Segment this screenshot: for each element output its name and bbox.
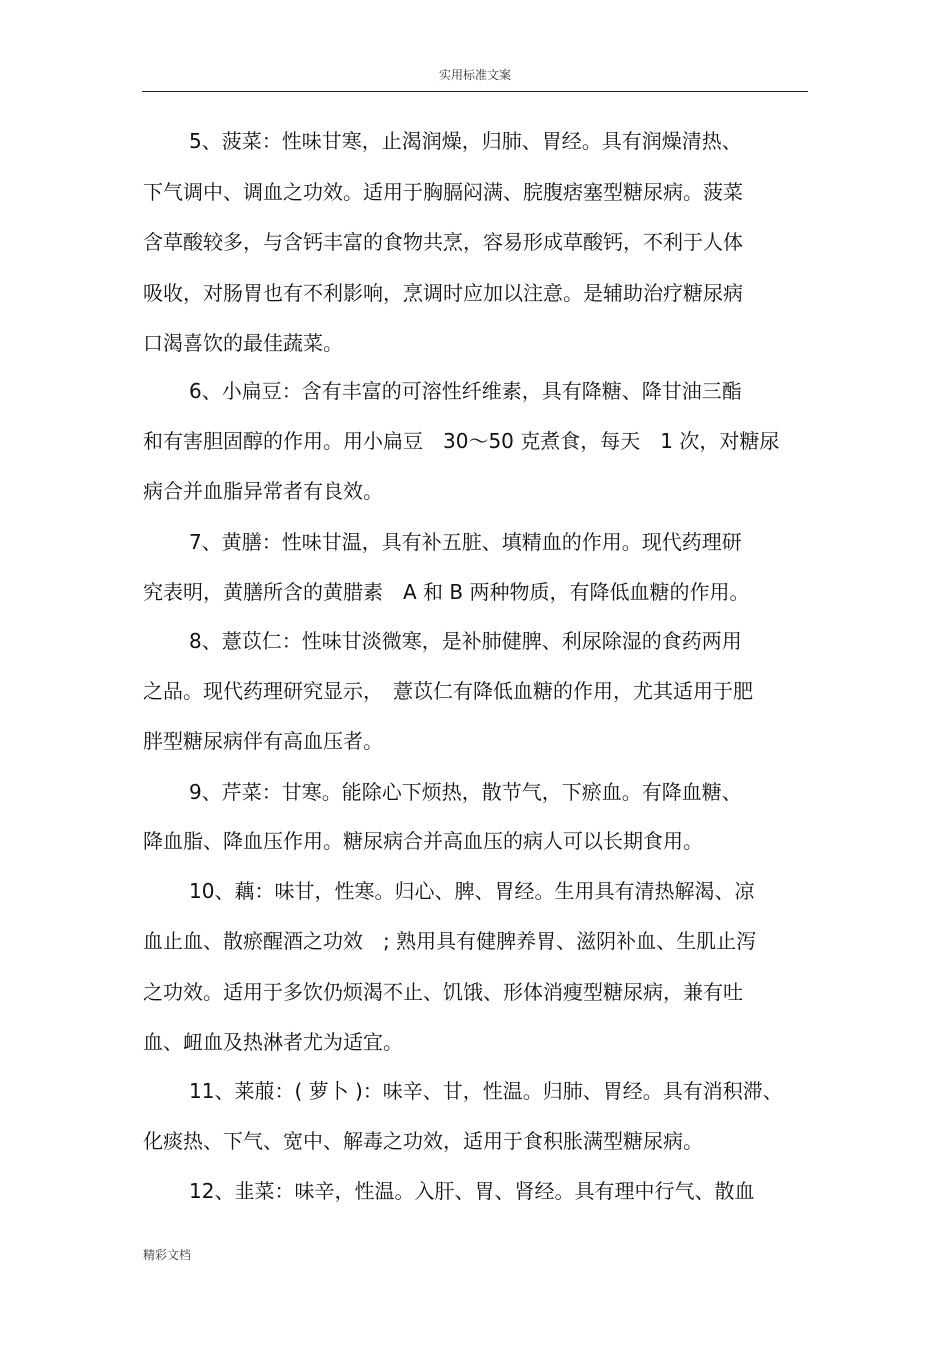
text-line: 9、芹菜：甘寒。能除心下烦热，散节气，下瘀血。有降血糖、 — [189, 780, 742, 804]
text-line: 8、薏苡仁：性味甘淡微寒，是补肺健脾、利尿除湿的食药两用 — [189, 629, 742, 653]
text-line: 6、小扁豆：含有丰富的可溶性纤维素，具有降糖、降甘油三酯 — [189, 379, 742, 403]
text-line: 口渴喜饮的最佳蔬菜。 — [143, 331, 343, 355]
page-footer-label: 精彩文档 — [143, 1248, 192, 1262]
text-line: 降血脂、降血压作用。糖尿病合并高血压的病人可以长期食用。 — [143, 829, 703, 853]
text-line: 含草酸较多，与含钙丰富的食物共烹，容易形成草酸钙，不利于人体 — [143, 230, 743, 254]
text-line: 之功效。适用于多饮仍烦渴不止、饥饿、形体消瘦型糖尿病，兼有吐 — [143, 980, 743, 1004]
text-line: 12、韭菜：味辛，性温。入肝、胃、肾经。具有理中行气、散血 — [189, 1179, 755, 1203]
text-line: 和有害胆固醇的作用。用小扁豆 30～50 克煮食，每天 1 次，对糖尿 — [143, 429, 780, 453]
text-line: 胖型糖尿病伴有高血压者。 — [143, 729, 383, 753]
text-line: 11、莱菔：( 萝卜 )：味辛、甘，性温。归肺、胃经。具有消积滞、 — [189, 1079, 783, 1103]
text-line: 血止血、散瘀醒酒之功效 ; 熟用具有健脾养胃、滋阴补血、生肌止泻 — [143, 929, 757, 953]
text-line: 10、藕：味甘，性寒。归心、脾、胃经。生用具有清热解渴、凉 — [189, 879, 755, 903]
text-line: 下气调中、调血之功效。适用于胸膈闷满、脘腹痞塞型糖尿病。菠菜 — [143, 180, 743, 204]
text-line: 化痰热、下气、宽中、解毒之功效，适用于食积胀满型糖尿病。 — [143, 1129, 703, 1153]
text-line: 之品。现代药理研究显示， 薏苡仁有降低血糖的作用，尤其适用于肥 — [143, 679, 753, 703]
text-line: 究表明，黄膳所含的黄腊素 A 和 B 两种物质，有降低血糖的作用。 — [143, 580, 750, 604]
text-line: 病合并血脂异常者有良效。 — [143, 479, 383, 503]
text-line: 血、衄血及热淋者尤为适宜。 — [143, 1030, 403, 1054]
text-line: 5、菠菜：性味甘寒，止渴润燥，归肺、胃经。具有润燥清热、 — [189, 129, 742, 153]
page-header-title: 实用标准文案 — [438, 68, 511, 82]
text-line: 7、黄膳：性味甘温，具有补五脏、填精血的作用。现代药理研 — [189, 530, 742, 554]
header-divider — [142, 91, 808, 92]
text-line: 吸收，对肠胃也有不利影响，烹调时应加以注意。是辅助治疗糖尿病 — [143, 281, 743, 305]
